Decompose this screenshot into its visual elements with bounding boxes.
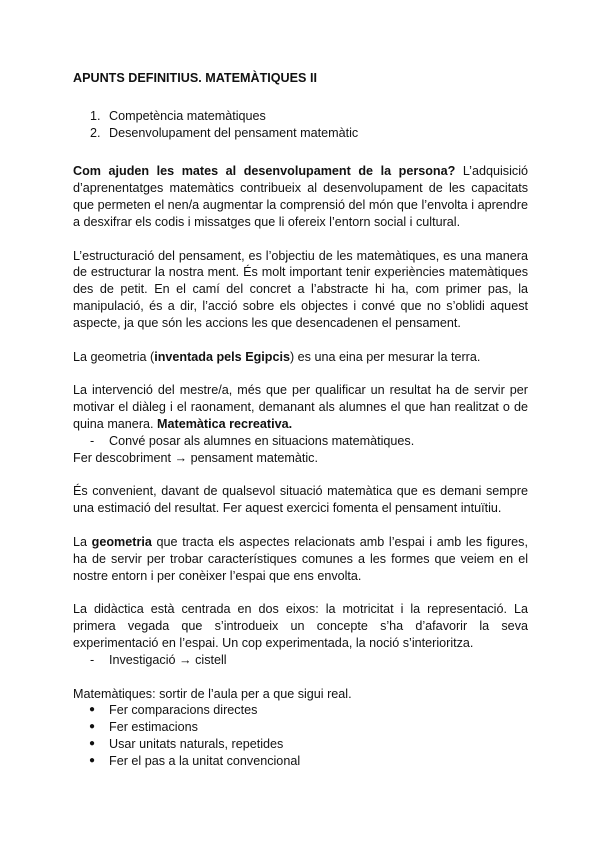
toc-item-label: Competència matemàtiques [109,108,266,123]
list-item [73,736,528,753]
dash-marker: - [90,652,95,667]
text-fragment: La intervenció del mestre/a, més que per qualificar un resultat ha de servir per motivar el diàleg i el raonament, demanant als alumnes el que han realitzat o de quina manera. [73,383,528,431]
toc-item-label: Desenvolupament del pensament matemàtic [109,125,359,140]
bold-term: Matemàtica recreativa. [157,416,293,431]
paragraph-geometry-egypt [73,349,528,366]
list-item-label: Fer estimacions [109,720,198,735]
bullet-icon: ● [89,721,96,733]
bullet-icon: ● [89,754,96,766]
toc-item [73,108,528,125]
list-item [73,719,528,736]
list-item [73,702,528,719]
text-fragment: ) es una eina per mesurar la terra. [289,349,481,364]
dash-list [73,652,528,669]
paragraph-question [73,163,528,230]
paragraph-discovery: Fer descobriment → pensament matemàtic. [73,450,318,465]
bullet-icon: ● [89,704,96,716]
toc-item-number: 2. [90,125,101,140]
paragraph-structuring: L’estructuració del pensament, es l’objectiu de les matemàtiques, es una manera de estructurar la nostra ment. És molt important tenir experiències matemàtiques des de petit. En el camí del concret a l’abstracte hi ha, com primer pas, la manipulació, és a dir, l’acció sobre els objectes i convé que no s’oblidi aquest aspecte, ja que són les accions les que desencadenen el pensament. [73,248,528,330]
dash-marker: - [90,433,95,448]
question-heading: Com ajuden les mates al desenvolupament de la persona? [73,164,456,179]
paragraph-didactics: La didàctica està centrada en dos eixos: la motricitat i la representació. La primera vegada que s’introdueix un concepte s’ha d’afavorir la seva experimentació en l’espai. Un cop experimentada, la noció s’interioritza. [73,602,528,650]
bullet-list [73,702,528,769]
list-item-label: Convé posar als alumnes en situacions matemàtiques. [109,433,415,448]
list-item [73,433,528,450]
list-item-label: Investigació → cistell [109,652,227,667]
paragraph-outside-classroom: Matemàtiques: sortir de l’aula per a que sigui real. [73,686,352,701]
list-item-label: Fer el pas a la unitat convencional [109,753,301,768]
paragraph-geometry-space [73,534,528,584]
paragraph-estimation: És convenient, davant de qualsevol situació matemàtica que es demani sempre una estimació del resultat. Fer aquest exercici fomenta el pensament intuïtiu. [73,484,528,516]
text-fragment: La [73,534,92,549]
list-item [73,652,528,669]
list-item-label: Fer comparacions directes [109,703,258,718]
document-page [73,70,528,770]
bullet-icon: ● [89,737,96,749]
question-answer: L’adquisició d’aprenentatges matemàtics contribueix al desenvolupament de les capacitats que permeten el nen/a augmentar la comprensió del món que l’envolta i aprendre a desxifrar els codis i missatges que li ofereix l’entorn social i cultural. [73,164,528,229]
toc-item [73,125,528,142]
bold-term: inventada pels Egipcis [154,349,290,364]
text-fragment: que tracta els aspectes relacionats amb l’espai i amb les figures, ha de servir per trobar característiques comunes a les formes que veiem en el nostre entorn i per conèixer l’espai que ens envolta. [73,534,528,583]
paragraph-teacher [73,382,528,432]
bold-term: geometria [91,534,152,549]
table-of-contents [73,108,528,142]
dash-list [73,433,528,450]
list-item-label: Usar unitats naturals, repetides [109,736,284,751]
document-title: APUNTS DEFINITIUS. MATEMÀTIQUES II [73,71,317,85]
text-fragment: La geometria ( [73,349,155,364]
toc-item-number: 1. [90,108,101,123]
list-item [73,753,528,770]
